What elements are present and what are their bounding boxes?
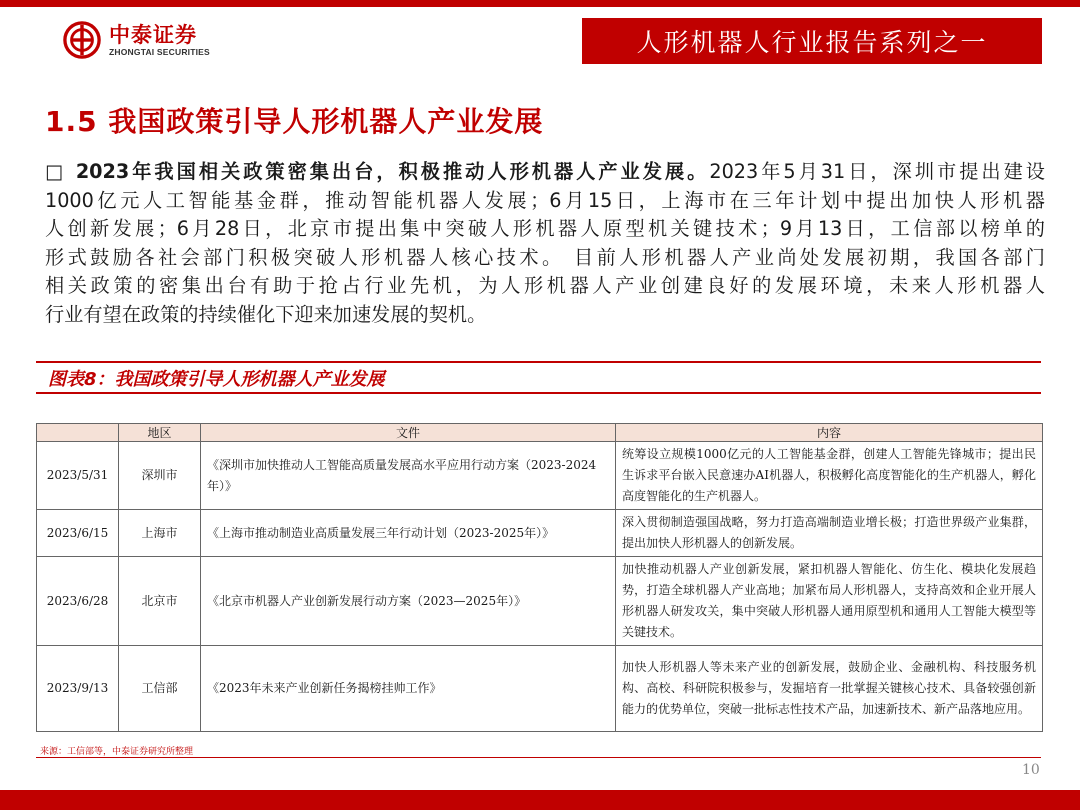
section-title: 1.5 我国政策引导人形机器人产业发展 (45, 105, 544, 138)
cell-content: 深入贯彻制造强国战略，努力打造高端制造业增长极；打造世界级产业集群，提出加快人形机器人的创新发展。 (616, 510, 1043, 557)
cell-region: 上海市 (119, 510, 201, 557)
header-date (37, 424, 119, 442)
paragraph-line: 形式鼓励各社会部门积极突破人形机器人核心技术。 目前人形机器人产业尚处发展初期，我国各部门 (45, 245, 1045, 269)
logo-chinese-name: 中泰证券 (109, 22, 197, 47)
paragraph-line: 相关政策的密集出台有助于抢占行业先机，为人形机器人产业创建良好的发展环境，未来人形机器人 (45, 274, 1045, 298)
cell-date: 2023/6/15 (37, 510, 119, 557)
header-region: 地区 (119, 424, 201, 442)
table-row (37, 510, 1043, 557)
bottom-red-bar (0, 790, 1080, 810)
body-paragraph (45, 158, 1045, 330)
zhongtai-logo-icon (63, 21, 101, 59)
paragraph-line: 行业有望在政策的持续催化下迎来加速发展的契机。 (45, 302, 487, 326)
cell-content: 加快人形机器人等未来产业的创新发展，鼓励企业、金融机构、科技服务机构、高校、科研院积极参与，发掘培育一批掌握关键核心技术、具备较强创新能力的优势单位，突破一批标志性技术产品，加速新技术、新产品落地应用。 (616, 646, 1043, 732)
page-number: 10 (1022, 762, 1040, 778)
cell-document: 《2023年未来产业创新任务揭榜挂帅工作》 (201, 646, 616, 732)
cell-date: 2023/6/28 (37, 557, 119, 646)
cell-region: 深圳市 (119, 442, 201, 510)
source-note: 来源：工信部等，中泰证券研究所整理 (40, 747, 194, 757)
table-row (37, 557, 1043, 646)
footer-rule (36, 757, 1041, 758)
paragraph-line: 人创新发展；6月28日，北京市提出集中突破人形机器人原型机关键技术；9月13日，工信部以榜单的 (45, 217, 1045, 241)
cell-region: 北京市 (119, 557, 201, 646)
header-document: 文件 (201, 424, 616, 442)
paragraph-line-1-rest: 2023年5月31日，深圳市提出建设 (709, 160, 1045, 183)
cell-date: 2023/5/31 (37, 442, 119, 510)
cell-document: 《北京市机器人产业创新发展行动方案（2023—2025年）》 (201, 557, 616, 646)
report-series-banner: 人形机器人行业报告系列之一 (582, 18, 1042, 64)
top-red-bar (0, 0, 1080, 7)
cell-content: 加快推动机器人产业创新发展，紧扣机器人智能化、仿生化、模块化发展趋势，打造全球机器人产业高地；加紧布局人形机器人，支持高效和企业开展人形机器人研发攻关，集中突破人形机器人通用原型机和通用人工智能大模型等关键技术。 (616, 557, 1043, 646)
table-row (37, 646, 1043, 732)
cell-content: 统筹设立规模1000亿元的人工智能基金群，创建人工智能先锋城市；提出民生诉求平台嵌入民意速办AI机器人，积极孵化高度智能化的生产机器人，孵化高度智能化的生产机器人。 (616, 442, 1043, 510)
paragraph-line (45, 158, 1045, 187)
cell-region: 工信部 (119, 646, 201, 732)
header-content: 内容 (616, 424, 1043, 442)
paragraph-line: 1000亿元人工智能基金群，推动智能机器人发展；6月15日，上海市在三年计划中提出加快人形机器 (45, 188, 1045, 212)
paragraph-lead: □ 2023年我国相关政策密集出台，积极推动人形机器人产业发展。 (45, 160, 710, 183)
table-header-row (37, 424, 1043, 442)
cell-document: 《上海市推动制造业高质量发展三年行动计划（2023-2025年）》 (201, 510, 616, 557)
table-row (37, 442, 1043, 510)
figure-title-rule-bottom (36, 392, 1041, 394)
figure-title: 图表8：我国政策引导人形机器人产业发展 (48, 369, 385, 390)
policy-table (36, 423, 1043, 732)
company-logo (63, 20, 210, 60)
cell-date: 2023/9/13 (37, 646, 119, 732)
figure-title-rule-top (36, 361, 1041, 363)
logo-english-name: ZHONGTAI SECURITIES (109, 46, 210, 57)
cell-document: 《深圳市加快推动人工智能高质量发展高水平应用行动方案（2023-2024年）》 (201, 442, 616, 510)
